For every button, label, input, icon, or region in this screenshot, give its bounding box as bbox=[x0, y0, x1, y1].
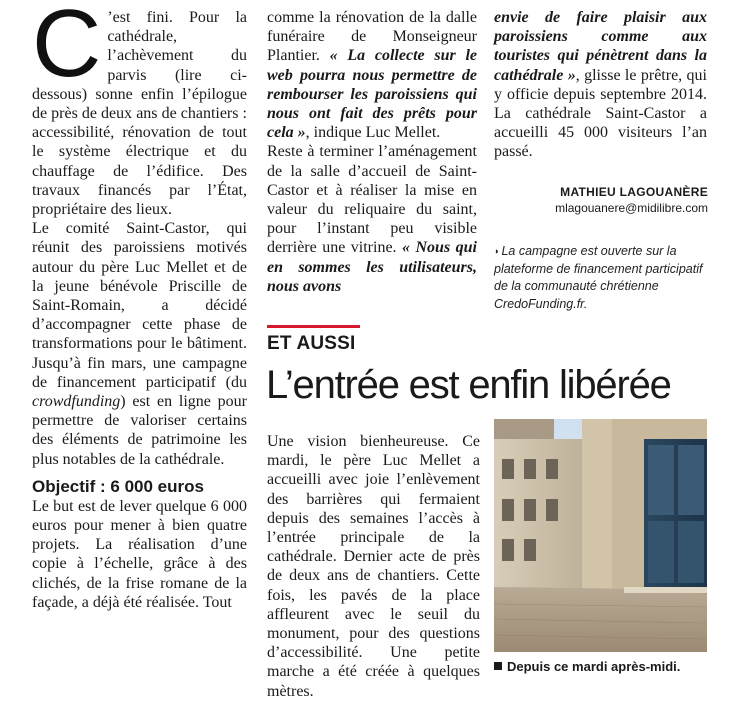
article-column-3 bbox=[494, 8, 707, 162]
sidebar-body: Une vision bienheureuse. Ce mardi, le père Luc Mellet a accueilli avec joie l’enlèvement des barrières qui fermaient depuis des semaines l’accès à l’entrée principale de la cathédrale. Dernier acte de près de deux ans de chantiers. Cette fois, les pavés de la place affleurent avec le seuil du monument, pour des questions d’accessibilité. Une petite marche a été créée à quelques mètres. bbox=[267, 433, 480, 700]
photo-illustration bbox=[494, 419, 707, 652]
author-name: MATHIEU LAGOUANÈRE bbox=[560, 185, 708, 199]
sidebar-body-column bbox=[267, 432, 480, 701]
author-email: mlagouanere@midilibre.com bbox=[555, 201, 708, 215]
square-bullet-icon bbox=[494, 662, 502, 670]
drop-cap: C bbox=[32, 0, 102, 97]
paragraph-visiteurs: envie de faire plaisir aux paroissiens comme aux touristes qui pénètrent dans la cathédrale », glisse le prêtre, qui y officie depuis septembre 2014. La cathédrale Saint-Castor a accueilli 45 000 visiteurs l’an passé. bbox=[494, 9, 707, 161]
subhead-objectif: Objectif : 6 000 euros bbox=[32, 476, 204, 496]
info-note-text: La campagne est ouverte sur la plateforme de financement participatif de la communauté chrétienne CredoFunding.fr. bbox=[494, 244, 703, 311]
photo-caption bbox=[494, 658, 714, 676]
paragraph-objectif: Le but est de lever quelque 6 000 euros pour mener à bien quatre projets. La réalisation d’une copie à l’échelle, grâce à des clichés, de la frise romane de la façade, a déjà été réalisée. Tout bbox=[32, 497, 247, 611]
triangle-marker-icon: ◗ bbox=[494, 246, 500, 256]
quote-utilisateurs: « Nous qui en sommes les utilisateurs, nous avons bbox=[267, 239, 477, 295]
article-column-2 bbox=[267, 8, 477, 296]
sidebar-headline: L’entrée est enfin libérée bbox=[266, 363, 671, 407]
paragraph-intro: ’est fini. Pour la cathédrale, l’achèvement du parvis (lire ci-dessous) sonne enfin l’épilogue de près de deux ans de chantiers : accessibilité, rénovation de tout le système électrique et du chauffage de l’édifice. Des travaux financés par l’État, propriétaire des lieux. bbox=[32, 9, 247, 219]
byline bbox=[555, 184, 708, 216]
paragraph-dalle: comme la rénovation de la dalle funéraire de Monseigneur Plantier. « La collecte sur le web pourra nous permettre de rembourser les paroissiens qui nous ont fait des prêts pour cela », indique Luc Mellet. bbox=[267, 9, 477, 142]
article-column-1 bbox=[32, 0, 247, 612]
cathedral-entrance-photo bbox=[494, 419, 707, 652]
kicker: ET AUSSI bbox=[267, 333, 356, 354]
info-note bbox=[494, 243, 707, 313]
quote-plaisir: envie de faire plaisir aux paroissiens comme aux touristes qui pénètrent dans la cathédrale » bbox=[494, 9, 707, 84]
kicker-accent-bar bbox=[267, 325, 360, 328]
paragraph-comite: Le comité Saint-Castor, qui réunit des paroissiens motivés autour du père Luc Mellet et de la jeune bénévole Priscille de Saint-Romain, a décidé d’accompagner cette phase de transformations pour le bâtiment. Jusqu’à fin mars, une campagne de financement participatif (du crowdfunding) est en ligne pour permettre de valoriser certains des éléments de patrimoine les plus notables de la cathédrale. bbox=[32, 220, 247, 468]
photo-caption-text: Depuis ce mardi après-midi. bbox=[507, 659, 681, 674]
quote-collecte: « La collecte sur le web pourra nous permettre de rembourser les paroissiens qui nous ont fait des prêts pour cela » bbox=[267, 47, 477, 142]
paragraph-amenagement: Reste à terminer l’aménagement de la salle d’accueil de Saint-Castor et à réaliser la mise en valeur du reliquaire du saint, pour l’instant peu visible derrière une vitrine. « Nous qui en sommes les utilisateurs, nous avons bbox=[267, 143, 477, 295]
